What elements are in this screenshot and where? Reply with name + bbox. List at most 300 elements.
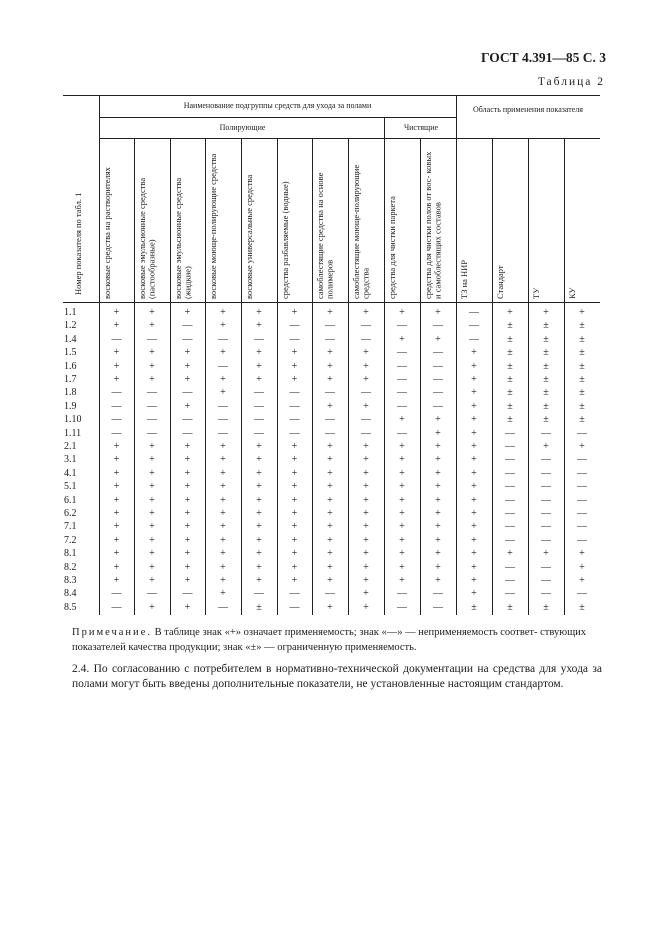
table-cell: + xyxy=(291,508,298,519)
note xyxy=(72,625,602,655)
table-cell: + xyxy=(113,548,120,560)
table-cell: + xyxy=(399,575,405,586)
table-cell: — xyxy=(469,333,479,345)
scope-header: Область применения показателя xyxy=(473,105,583,114)
table-cell: + xyxy=(435,307,441,318)
table-cell: + xyxy=(327,521,333,533)
row-index: 8.4 xyxy=(64,588,77,600)
table-cell: ± xyxy=(579,347,585,359)
table-cell: — xyxy=(541,467,551,479)
table-cell: + xyxy=(184,467,191,479)
table-cell: + xyxy=(291,307,298,318)
table-cell: + xyxy=(184,561,191,573)
table-cell: — xyxy=(577,481,587,493)
table-cell: + xyxy=(149,347,155,359)
table-cell: + xyxy=(471,414,477,426)
table-cell: — xyxy=(111,333,122,345)
table-cell: + xyxy=(399,534,405,546)
table-cell: + xyxy=(543,441,549,452)
table-cell: — xyxy=(289,601,300,613)
column-divider xyxy=(134,138,135,615)
table-cell: + xyxy=(184,494,191,506)
table-cell: — xyxy=(469,320,479,332)
table-cell: — xyxy=(505,561,515,573)
table-cell: — xyxy=(289,387,300,399)
table-cell: — xyxy=(111,588,122,600)
row-index: 6.1 xyxy=(64,494,77,506)
column-divider xyxy=(99,95,100,615)
table-cell: — xyxy=(541,588,551,600)
table-cell: — xyxy=(541,508,551,519)
table-cell: ± xyxy=(579,387,585,399)
table-cell: ± xyxy=(543,333,549,345)
column-header: восковые универсальные средства xyxy=(244,174,254,299)
table-cell: + xyxy=(220,508,226,519)
table-cell: — xyxy=(289,414,300,426)
table-cell: + xyxy=(471,441,477,452)
table-cell: — xyxy=(577,467,587,479)
table-cell: — xyxy=(433,387,443,399)
table-cell: + xyxy=(291,561,298,573)
column-divider xyxy=(564,138,565,615)
table-cell: + xyxy=(291,481,298,493)
header-bottom-border xyxy=(63,302,600,303)
row-index: 6.2 xyxy=(64,508,77,519)
table-cell: — xyxy=(111,387,122,399)
table-cell: + xyxy=(507,307,513,318)
table-cell: — xyxy=(218,333,228,345)
table-cell: + xyxy=(220,387,226,399)
table-cell: — xyxy=(505,588,515,600)
table-cell: + xyxy=(113,521,120,533)
row-index: 1.4 xyxy=(64,333,77,345)
column-header: средства для чистки полов от вос- ковых и самоблестящих составов xyxy=(423,151,443,299)
column-divider xyxy=(456,95,457,615)
column-header: самоблестящие моюще-полирующие средства xyxy=(351,164,371,299)
column-header: ТУ xyxy=(531,287,541,299)
table-cell: + xyxy=(399,467,405,479)
applicability-table xyxy=(63,95,600,615)
table-cell: — xyxy=(541,481,551,493)
table-name: Таблица 2 xyxy=(537,76,605,88)
table-cell: + xyxy=(184,347,191,359)
table-cell: ± xyxy=(543,400,549,412)
table-cell: + xyxy=(327,575,333,586)
row-index-header: Номер показателя по табл. 1 xyxy=(73,192,83,295)
table-cell: — xyxy=(147,414,157,426)
table-cell: — xyxy=(505,534,515,546)
table-cell: + xyxy=(184,481,191,493)
table-cell: ± xyxy=(543,347,549,359)
table-cell: + xyxy=(435,548,441,560)
table-cell: + xyxy=(435,481,441,493)
table-cell: — xyxy=(325,414,335,426)
table-cell: + xyxy=(471,548,477,560)
table-cell: + xyxy=(471,494,477,506)
table-cell: + xyxy=(399,333,405,345)
table-cell: + xyxy=(471,347,477,359)
table-cell: + xyxy=(291,467,298,479)
table-cell: + xyxy=(399,441,405,452)
row-index: 8.3 xyxy=(64,575,77,586)
table-cell: + xyxy=(149,320,155,332)
table-cell: + xyxy=(220,374,226,385)
table-cell: + xyxy=(363,494,369,506)
table-cell: + xyxy=(256,320,262,332)
table-cell: + xyxy=(363,400,369,412)
table-cell: — xyxy=(433,374,443,385)
row-index: 1.2 xyxy=(64,320,77,332)
row-index: 4.1 xyxy=(64,467,77,479)
table-cell: — xyxy=(505,575,515,586)
column-header: восковые эмульсионные средства (жидкие) xyxy=(173,177,193,299)
table-cell: + xyxy=(291,548,298,560)
table-cell: ± xyxy=(471,601,477,613)
table-cell: — xyxy=(254,427,264,439)
table-cell: + xyxy=(184,400,191,412)
table-cell: + xyxy=(363,360,369,372)
table-cell: — xyxy=(433,400,443,412)
table-cell: + xyxy=(327,374,333,385)
table-cell: + xyxy=(184,508,191,519)
table-cell: — xyxy=(325,333,335,345)
table-cell: + xyxy=(291,374,298,385)
table-cell: + xyxy=(220,307,226,318)
table-cell: + xyxy=(291,575,298,586)
table-cell: — xyxy=(397,360,407,372)
table-cell: + xyxy=(256,454,262,466)
table-cell: + xyxy=(579,307,585,318)
table-cell: + xyxy=(220,588,226,600)
table-cell: — xyxy=(111,427,122,439)
table-cell: + xyxy=(363,508,369,519)
table-cell: + xyxy=(327,508,333,519)
table-cell: — xyxy=(577,508,587,519)
table-cell: — xyxy=(254,387,264,399)
table-cell: + xyxy=(256,521,262,533)
table-cell: — xyxy=(254,400,264,412)
table-cell: — xyxy=(147,400,157,412)
table-cell: + xyxy=(399,307,405,318)
table-cell: + xyxy=(149,521,155,533)
column-header: самоблестящие средства на основе полимеров xyxy=(315,172,335,299)
table-cell: + xyxy=(363,588,369,600)
table-cell: + xyxy=(113,575,120,586)
table-cell: + xyxy=(113,508,120,519)
table-cell: + xyxy=(471,467,477,479)
column-divider xyxy=(492,138,493,615)
table-cell: — xyxy=(325,588,335,600)
table-cell: — xyxy=(218,360,228,372)
table-cell: — xyxy=(182,414,193,426)
table-cell: ± xyxy=(507,414,513,426)
table-cell: + xyxy=(471,387,477,399)
table-cell: + xyxy=(399,548,405,560)
table-cell: — xyxy=(397,601,407,613)
table-cell: + xyxy=(435,467,441,479)
table-cell: — xyxy=(397,427,407,439)
table-cell: — xyxy=(361,414,371,426)
table-cell: ± xyxy=(256,601,262,613)
table-cell: + xyxy=(113,441,120,452)
table-cell: — xyxy=(433,588,443,600)
table-cell: + xyxy=(579,548,585,560)
table-cell: — xyxy=(361,333,371,345)
table-cell: + xyxy=(184,307,191,318)
table-cell: — xyxy=(147,588,157,600)
table-cell: + xyxy=(399,561,405,573)
table-cell: ± xyxy=(507,387,513,399)
table-cell: — xyxy=(361,320,371,332)
table-cell: + xyxy=(579,441,585,452)
row-index: 1.10 xyxy=(64,414,82,426)
table-cell: ± xyxy=(543,601,549,613)
table-cell: + xyxy=(435,508,441,519)
table-top-border xyxy=(63,95,600,96)
table-cell: + xyxy=(507,548,513,560)
column-divider xyxy=(312,138,313,615)
table-cell: — xyxy=(397,387,407,399)
table-cell: — xyxy=(577,521,587,533)
column-header: ТЗ на НИР xyxy=(459,259,469,299)
table-cell: — xyxy=(433,360,443,372)
table-cell: + xyxy=(149,601,155,613)
table-cell: + xyxy=(327,481,333,493)
table-cell: + xyxy=(184,548,191,560)
table-cell: + xyxy=(435,441,441,452)
table-cell: + xyxy=(184,360,191,372)
table-cell: + xyxy=(363,548,369,560)
table-cell: + xyxy=(149,454,155,466)
table-cell: + xyxy=(220,494,226,506)
table-cell: — xyxy=(505,467,515,479)
table-cell: + xyxy=(363,561,369,573)
group-header: Наименование подгруппы средств для ухода за полами xyxy=(183,101,372,110)
column-divider xyxy=(348,138,349,615)
column-divider xyxy=(241,138,242,615)
table-cell: — xyxy=(111,601,122,613)
table-cell: + xyxy=(363,601,369,613)
table-cell: — xyxy=(397,400,407,412)
table-cell: + xyxy=(184,575,191,586)
table-cell: + xyxy=(291,347,298,359)
table-cell: + xyxy=(149,534,155,546)
table-cell: — xyxy=(433,347,443,359)
table-cell: + xyxy=(256,374,262,385)
table-cell: ± xyxy=(579,333,585,345)
table-cell: + xyxy=(149,508,155,519)
table-cell: + xyxy=(399,414,405,426)
column-header: средства разбавляемые (водные) xyxy=(280,181,290,299)
table-cell: + xyxy=(291,360,298,372)
table-cell: ± xyxy=(543,374,549,385)
table-cell: + xyxy=(149,481,155,493)
table-cell: ± xyxy=(579,360,585,372)
table-cell: — xyxy=(182,320,193,332)
table-cell: + xyxy=(435,521,441,533)
table-cell: — xyxy=(541,575,551,586)
table-cell: + xyxy=(327,494,333,506)
column-header: Стандарт xyxy=(495,265,505,299)
table-cell: + xyxy=(113,347,120,359)
table-cell: — xyxy=(289,427,300,439)
table-cell: + xyxy=(220,347,226,359)
column-header: средства для чистки паркета xyxy=(387,196,397,299)
row-index: 1.11 xyxy=(64,427,82,439)
table-cell: + xyxy=(184,441,191,452)
table-cell: + xyxy=(291,521,298,533)
table-cell: — xyxy=(505,481,515,493)
row-index: 7.2 xyxy=(64,534,77,546)
table-cell: + xyxy=(543,548,549,560)
table-cell: + xyxy=(327,548,333,560)
table-cell: + xyxy=(220,575,226,586)
table-cell: + xyxy=(435,333,441,345)
table-cell: + xyxy=(256,534,262,546)
table-cell: — xyxy=(397,374,407,385)
table-cell: + xyxy=(399,508,405,519)
row-index: 3.1 xyxy=(64,454,77,466)
table-cell: + xyxy=(220,481,226,493)
table-cell: + xyxy=(291,441,298,452)
table-cell: + xyxy=(113,374,120,385)
table-cell: — xyxy=(325,427,335,439)
row-index: 8.2 xyxy=(64,561,77,573)
table-cell: + xyxy=(435,575,441,586)
table-cell: + xyxy=(220,561,226,573)
row-index: 8.1 xyxy=(64,548,77,560)
table-cell: + xyxy=(327,601,333,613)
table-cell: + xyxy=(471,508,477,519)
table-cell: + xyxy=(471,534,477,546)
table-cell: + xyxy=(435,454,441,466)
table-cell: + xyxy=(149,561,155,573)
column-divider xyxy=(384,117,385,615)
table-cell: — xyxy=(577,534,587,546)
table-cell: — xyxy=(541,454,551,466)
table-cell: ± xyxy=(579,374,585,385)
cleaning-header: Чистящие xyxy=(403,123,439,132)
table-cell: + xyxy=(363,347,369,359)
table-cell: + xyxy=(471,588,477,600)
table-cell: + xyxy=(149,374,155,385)
table-cell: + xyxy=(363,374,369,385)
table-cell: + xyxy=(435,561,441,573)
table-cell: + xyxy=(149,467,155,479)
table-cell: — xyxy=(361,427,371,439)
subgroup-header-divider xyxy=(99,138,600,139)
row-index: 1.1 xyxy=(64,307,77,318)
table-cell: + xyxy=(363,441,369,452)
table-cell: — xyxy=(577,454,587,466)
row-index: 8.5 xyxy=(64,601,77,613)
table-cell: + xyxy=(579,561,585,573)
table-cell: — xyxy=(361,387,371,399)
table-cell: — xyxy=(325,387,335,399)
row-index: 2.1 xyxy=(64,441,77,452)
table-cell: + xyxy=(220,467,226,479)
table-cell: + xyxy=(256,441,262,452)
table-cell: + xyxy=(149,548,155,560)
table-cell: + xyxy=(471,521,477,533)
table-cell: + xyxy=(471,481,477,493)
table-cell: — xyxy=(325,320,335,332)
table-cell: ± xyxy=(579,400,585,412)
table-cell: ± xyxy=(543,414,549,426)
table-cell: — xyxy=(147,427,157,439)
table-cell: — xyxy=(577,588,587,600)
table-cell: + xyxy=(471,575,477,586)
table-cell: — xyxy=(289,588,300,600)
table-cell: — xyxy=(182,588,193,600)
table-cell: + xyxy=(256,494,262,506)
page-header: ГОСТ 4.391—85 С. 3 xyxy=(480,50,606,65)
column-divider xyxy=(420,138,421,615)
table-cell: + xyxy=(327,534,333,546)
table-cell: — xyxy=(541,521,551,533)
table-cell: — xyxy=(505,441,515,452)
table-cell: + xyxy=(256,508,262,519)
table-cell: — xyxy=(254,333,264,345)
table-cell: — xyxy=(182,427,193,439)
table-cell: + xyxy=(363,481,369,493)
column-header: восковые моюще-полирующие средства xyxy=(208,153,218,299)
table-cell: + xyxy=(363,521,369,533)
table-cell: + xyxy=(327,400,333,412)
table-cell: + xyxy=(327,454,333,466)
table-cell: + xyxy=(363,467,369,479)
table-cell: + xyxy=(256,360,262,372)
row-index: 1.8 xyxy=(64,387,77,399)
table-cell: + xyxy=(471,360,477,372)
table-cell: + xyxy=(435,414,441,426)
column-divider xyxy=(528,138,529,615)
table-cell: + xyxy=(435,427,441,439)
table-cell: + xyxy=(256,307,262,318)
table-cell: — xyxy=(218,427,228,439)
table-cell: + xyxy=(256,548,262,560)
table-cell: ± xyxy=(507,360,513,372)
table-cell: — xyxy=(433,320,443,332)
table-cell: + xyxy=(327,467,333,479)
table-cell: — xyxy=(505,508,515,519)
table-cell: + xyxy=(184,534,191,546)
table-cell: + xyxy=(256,467,262,479)
table-cell: + xyxy=(327,360,333,372)
table-cell: + xyxy=(471,374,477,385)
table-cell: — xyxy=(541,494,551,506)
table-cell: — xyxy=(505,521,515,533)
table-cell: — xyxy=(433,601,443,613)
table-cell: + xyxy=(256,561,262,573)
table-cell: + xyxy=(149,575,155,586)
table-cell: + xyxy=(291,494,298,506)
table-cell: + xyxy=(220,320,226,332)
column-divider xyxy=(277,138,278,615)
table-cell: — xyxy=(289,400,300,412)
table-cell: — xyxy=(147,387,157,399)
table-cell: + xyxy=(363,534,369,546)
table-cell: ± xyxy=(507,347,513,359)
table-cell: + xyxy=(327,347,333,359)
table-cell: + xyxy=(149,360,155,372)
column-header: восковые средства на растворителях xyxy=(102,167,112,299)
table-cell: — xyxy=(505,454,515,466)
table-cell: ± xyxy=(507,601,513,613)
table-cell: ± xyxy=(507,320,513,332)
table-cell: + xyxy=(113,494,120,506)
table-cell: — xyxy=(505,427,515,439)
